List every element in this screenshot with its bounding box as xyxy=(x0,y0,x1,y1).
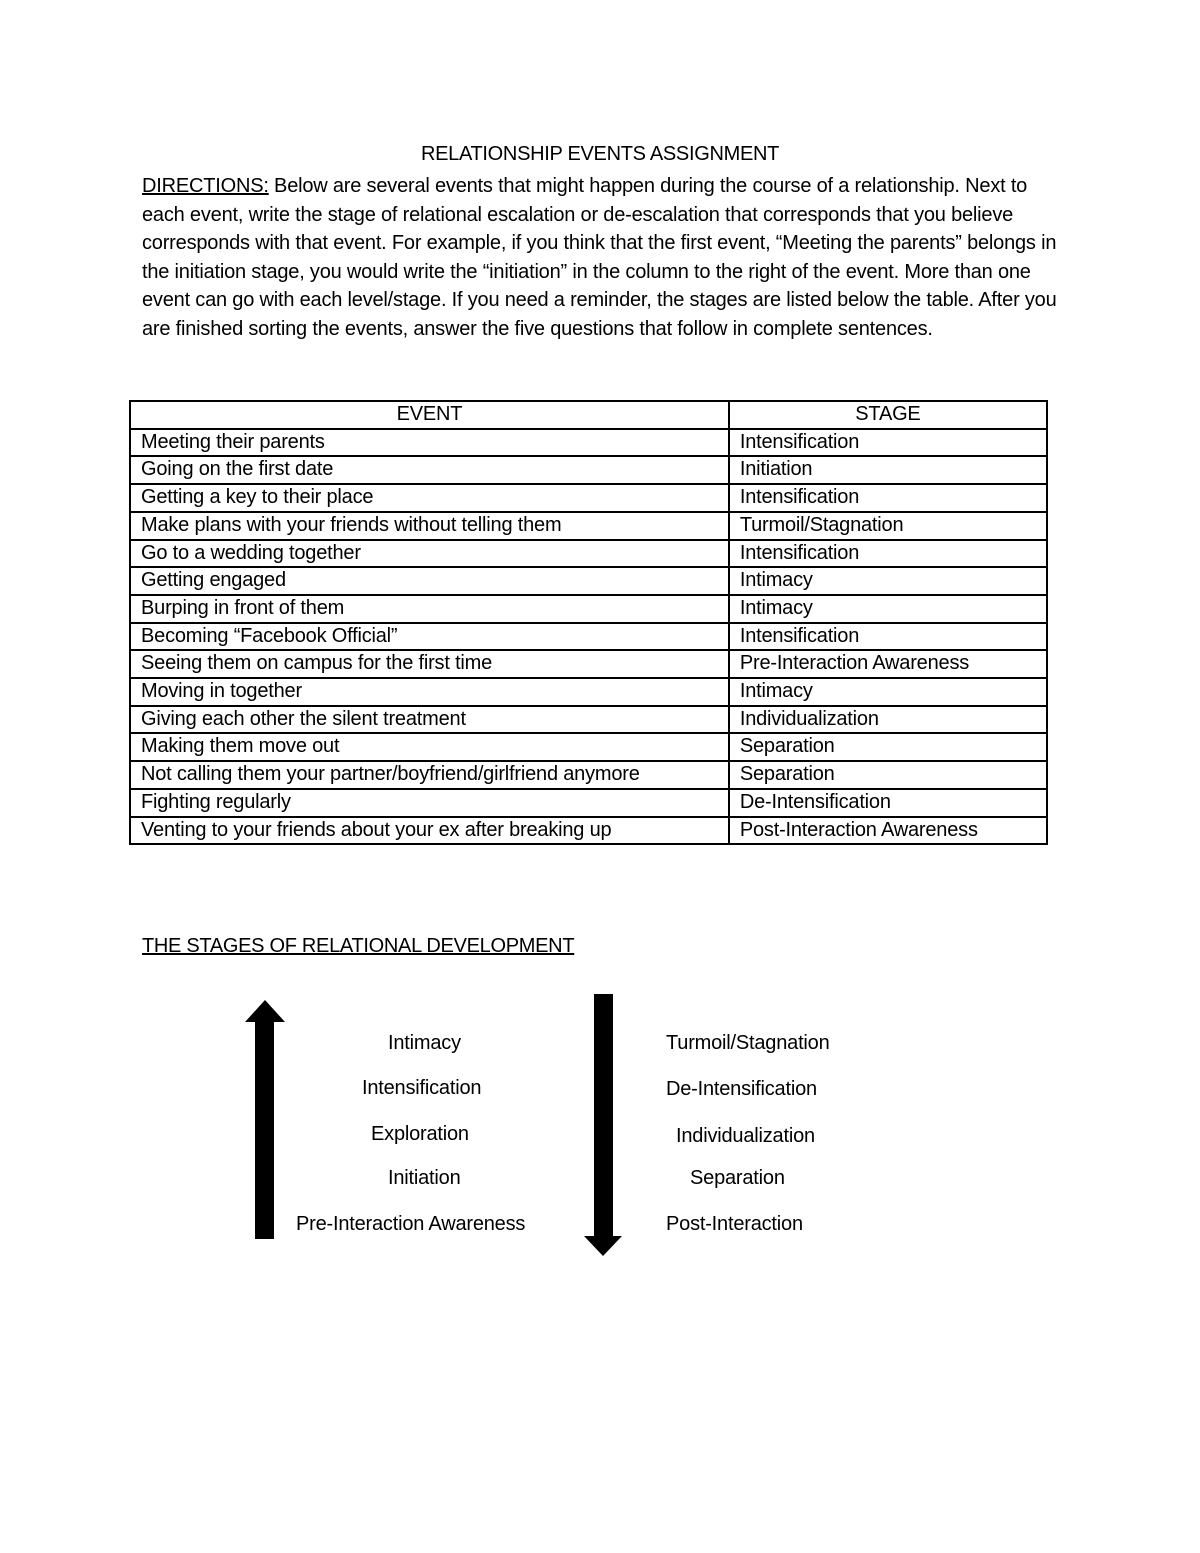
stage-cell: Intensification xyxy=(729,484,1047,512)
event-cell: Making them move out xyxy=(130,733,729,761)
event-cell: Go to a wedding together xyxy=(130,540,729,568)
stage-cell: Intensification xyxy=(729,623,1047,651)
event-column-header: EVENT xyxy=(130,401,729,429)
stage-cell: Initiation xyxy=(729,456,1047,484)
event-cell: Make plans with your friends without telling them xyxy=(130,512,729,540)
event-cell: Moving in together xyxy=(130,678,729,706)
event-cell: Getting engaged xyxy=(130,567,729,595)
escalation-stage-item: Intimacy xyxy=(388,1032,461,1054)
escalation-stage-item: Initiation xyxy=(388,1167,461,1189)
stage-cell: Intensification xyxy=(729,540,1047,568)
event-cell: Seeing them on campus for the first time xyxy=(130,650,729,678)
event-cell: Giving each other the silent treatment xyxy=(130,706,729,734)
de-escalation-stage-item: Individualization xyxy=(676,1125,815,1147)
stage-cell: Separation xyxy=(729,761,1047,789)
stage-cell: Individualization xyxy=(729,706,1047,734)
de-escalation-stage-item: Post-Interaction xyxy=(666,1213,803,1235)
stage-cell: Pre-Interaction Awareness xyxy=(729,650,1047,678)
event-cell: Becoming “Facebook Official” xyxy=(130,623,729,651)
page-title: RELATIONSHIP EVENTS ASSIGNMENT xyxy=(420,143,780,165)
event-cell: Going on the first date xyxy=(130,456,729,484)
stage-cell: Turmoil/Stagnation xyxy=(729,512,1047,540)
de-escalation-stage-item: De-Intensification xyxy=(666,1078,817,1100)
event-cell: Not calling them your partner/boyfriend/girlfriend anymore xyxy=(130,761,729,789)
stage-cell: De-Intensification xyxy=(729,789,1047,817)
stages-heading: THE STAGES OF RELATIONAL DEVELOPMENT xyxy=(142,935,575,957)
event-cell: Fighting regularly xyxy=(130,789,729,817)
directions-label: DIRECTIONS: xyxy=(142,175,269,197)
stage-cell: Intensification xyxy=(729,429,1047,457)
escalation-stage-item: Intensification xyxy=(362,1077,482,1099)
directions-text: Below are several events that might happen during the course of a relationship. Next to each event, write the stage of relational escalation or de-escalation that corresponds that you believe corresponds with that event. For example, if you think that the first event, “Meeting the parents” belongs in the initiation stage, you would write the “initiation” in the column to the right of the event. More than one event can go with each level/stage. If you need a reminder, the stages are listed below the table. After you are finished sorting the events, answer the five questions that follow in complete sentences. xyxy=(142,175,1057,340)
event-cell: Meeting their parents xyxy=(130,429,729,457)
stage-column-header: STAGE xyxy=(729,401,1047,429)
event-cell: Burping in front of them xyxy=(130,595,729,623)
stage-cell: Intimacy xyxy=(729,595,1047,623)
stage-cell: Intimacy xyxy=(729,567,1047,595)
de-escalation-stage-item: Turmoil/Stagnation xyxy=(666,1032,830,1054)
event-cell: Getting a key to their place xyxy=(130,484,729,512)
de-escalation-stage-item: Separation xyxy=(690,1167,785,1189)
stage-cell: Post-Interaction Awareness xyxy=(729,817,1047,845)
stage-cell: Intimacy xyxy=(729,678,1047,706)
arrow-down-icon xyxy=(584,994,622,1256)
event-cell: Venting to your friends about your ex after breaking up xyxy=(130,817,729,845)
escalation-stage-item: Exploration xyxy=(371,1123,469,1145)
arrow-up-icon xyxy=(245,1000,285,1239)
stage-cell: Separation xyxy=(729,733,1047,761)
escalation-stage-item: Pre-Interaction Awareness xyxy=(296,1213,526,1235)
